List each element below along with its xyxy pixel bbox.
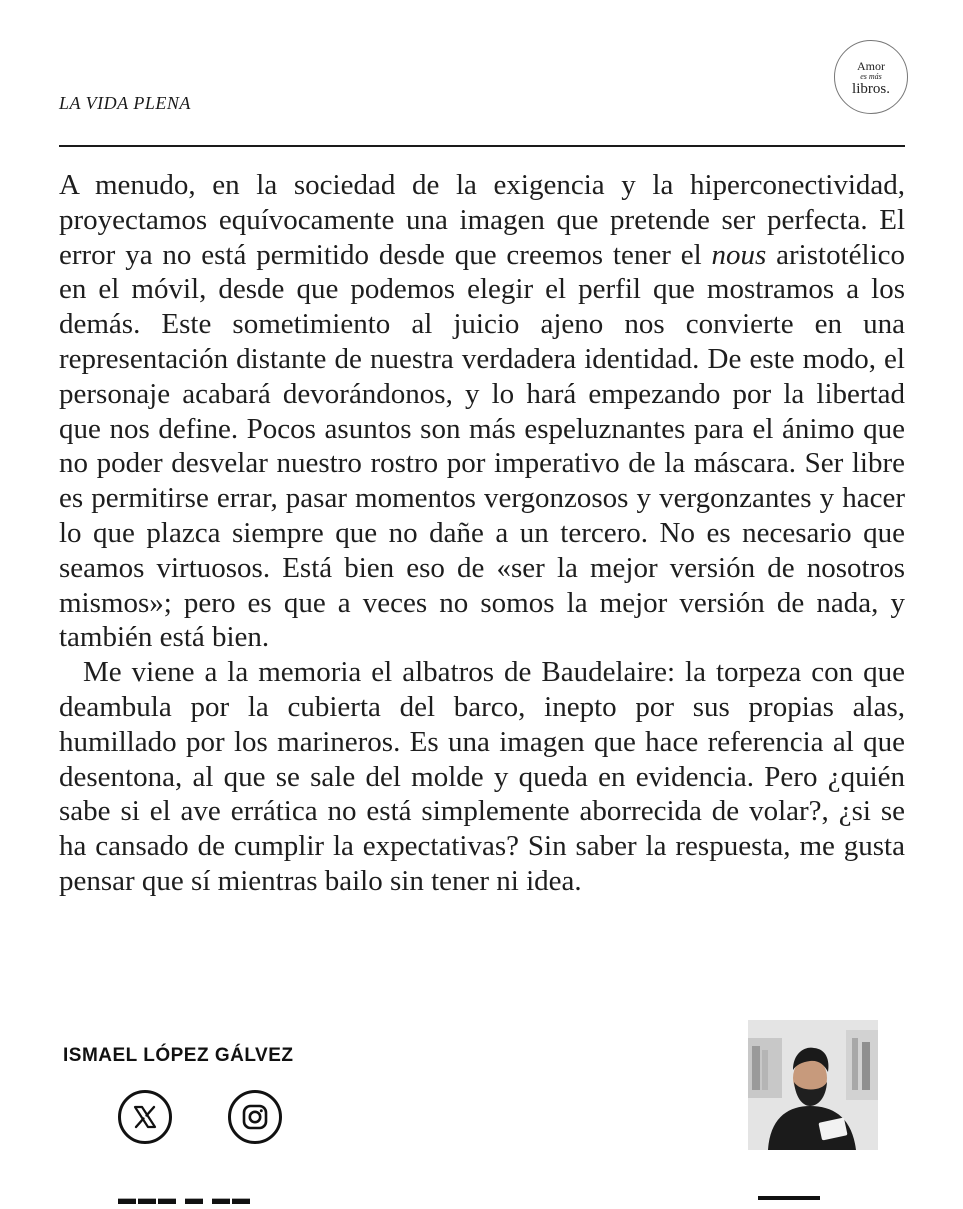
x-twitter-icon [132, 1104, 158, 1130]
author-avatar [748, 1020, 878, 1150]
paragraph-1-text-a: A menudo, en la sociedad de la exigencia y la hiperconectividad, proyectamos equívocamente una imagen que pretende ser perfecta. El error ya no está permitido desde que creemos tener el [59, 169, 905, 271]
logo-line-3: libros. [852, 80, 890, 97]
paragraph-2: Me viene a la memoria el albatros de Baudelaire: la torpeza con que deambula por la cubierta del barco, inepto por sus propias alas, humillado por los marineros. Es una imagen que hace referencia al que desentona, al que se sale del molde y queda en evidencia. Pero ¿quién sabe si el ave errática no está simplemente aborrecida de volar?, ¿si se ha cansado de cumplir la expectativas? Sin saber la respuesta, me gusta pensar que sí mientras bailo sin tener ni idea. [59, 656, 905, 897]
article-body [59, 168, 905, 899]
author-name: ISMAEL LÓPEZ GÁLVEZ [63, 1045, 294, 1066]
instagram-button[interactable] [228, 1090, 282, 1144]
x-twitter-button[interactable] [118, 1090, 172, 1144]
logo-line-1: Amor [857, 58, 885, 73]
amor-es-mas-libros-logo [834, 40, 908, 114]
paragraph-1-italic-term: nous [711, 238, 767, 271]
paragraph-1 [59, 168, 905, 655]
logo-line-2: es más [860, 71, 882, 81]
header-divider [59, 145, 905, 147]
author-photo [748, 1020, 878, 1150]
section-title: LA VIDA PLENA [59, 93, 191, 113]
paragraph-1-text-b: aristotélico en el móvil, desde que podemos elegir el perfil que mostramos a los demás. Este sometimiento al juicio ajeno nos convierte en una representación distante de nuestra verdadera identidad. De este modo, el personaje acabará devorándonos, y lo hará empezando por la libertad que nos define. Pocos asuntos son más espeluznantes para el ánimo que no poder desvelar nuestro rostro por imperativo de la máscara. Ser libre es permitirse errar, pasar momentos vergonzosos y vergonzantes y hacer lo que plazca siempre que no dañe a un tercero. No es necesario que seamos virtuosos. Está bien eso de «ser la mejor versión de nosotros mismos»; pero es que a veces no somos la mejor versión de nada, y también está bien. [59, 238, 905, 654]
cropped-footer-bar [758, 1196, 820, 1200]
instagram-icon [241, 1103, 269, 1131]
cropped-footer-text: ▬▬▬ ▬ ▬▬ [118, 1188, 253, 1208]
